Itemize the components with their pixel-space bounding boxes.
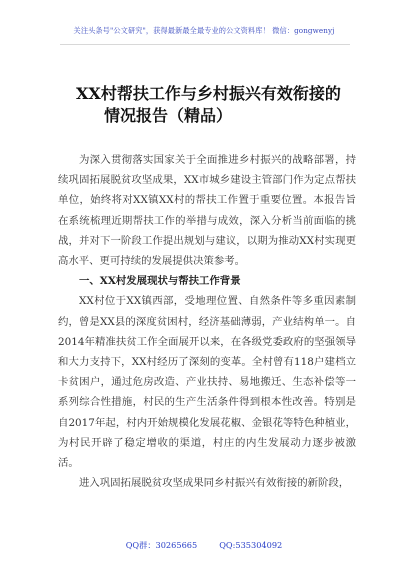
title-line-1: XX村帮扶工作与乡村振兴有效衔接的 [76, 84, 341, 103]
document-title [76, 83, 356, 127]
title-line-2: 情况报告（精品） [104, 106, 233, 125]
document-body [58, 150, 356, 493]
header-note: 关注头条号"公文研究"，获得最新最全最专业的公文资料库！ 微信：gongwenyj [73, 26, 335, 35]
intro-paragraph: 为深入贯彻落实国家关于全面推进乡村振兴的战略部署，持续巩固拓展脱贫攻坚成果，XX市城乡建设主管部门作为定点帮扶单位，始终将对XX镇XX村的帮扶工作置于重要位置。本报告旨在系统梳理近期帮扶工作的举措与成效，深入分析当前面临的挑战，并对下一阶段工作提出规划与建议，以期为推动XX村实现更高水平、更可持续的发展提供决策参考。 [58, 154, 356, 268]
section-heading-1: 一、XX村发展现状与帮扶工作背景 [79, 275, 241, 288]
header-divider [60, 44, 350, 45]
footer-qq-group: QQ群：30265665 [125, 540, 198, 550]
footer-qq: QQ:535304092 [219, 540, 283, 550]
footer-contact [0, 540, 408, 551]
section-1-paragraph: XX村位于XX镇西部，受地理位置、自然条件等多重因素制约，曾是XX县的深度贫困村，经济基础薄弱，产业结构单一。自2014年精准扶贫工作全面展开以来，在各级党委政府的坚强领导和大力支持下，XX村经历了深刻的变革。全村曾有118户建档立卡贫困户，通过危房改造、产业扶持、易地搬迁、生态补偿等一系列综合性措施，村民的生产生活条件得到根本性改善。特别是自2017年起，村内开始规模化发展花椒、金银花等特色种植业，为村民开辟了稳定增收的渠道，村庄的内生发展动力逐步被激活。 [58, 295, 356, 470]
trailing-paragraph: 进入巩固拓展脱贫攻坚成果同乡村振兴有效衔接的新阶段， [79, 477, 350, 490]
